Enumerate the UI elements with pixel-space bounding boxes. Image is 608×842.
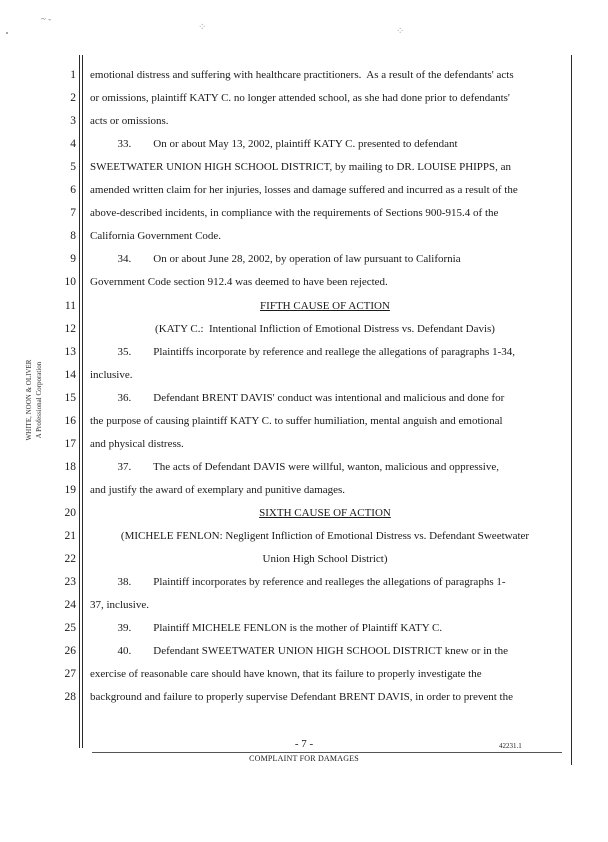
line-number: 3 bbox=[70, 115, 76, 127]
line-number: 21 bbox=[64, 530, 76, 542]
scan-mark: ~ - bbox=[41, 14, 52, 24]
line-number: 27 bbox=[64, 668, 76, 680]
body-line: amended written claim for her injuries, losses and damage suffered and incurred as a result of the bbox=[90, 184, 518, 196]
line-number: 14 bbox=[64, 369, 76, 381]
scan-speck bbox=[6, 32, 8, 34]
body-line: or omissions, plaintiff KATY C. no longer attended school, as she had done prior to defendants' bbox=[90, 92, 510, 104]
line-number: 15 bbox=[64, 392, 76, 404]
line-number: 18 bbox=[64, 461, 76, 473]
line-number: 8 bbox=[70, 230, 76, 242]
body-line: inclusive. bbox=[90, 369, 133, 381]
body-line: the purpose of causing plaintiff KATY C. to suffer humiliation, mental anguish and emotional bbox=[90, 415, 503, 427]
line-number: 26 bbox=[64, 645, 76, 657]
body-line: Union High School District) bbox=[262, 553, 388, 565]
line-number: 7 bbox=[70, 207, 76, 219]
line-number: 4 bbox=[70, 138, 76, 150]
line-number: 2 bbox=[70, 92, 76, 104]
line-number: 1 bbox=[70, 69, 76, 81]
body-line: 33. On or about May 13, 2002, plaintiff KATY C. presented to defendant bbox=[90, 138, 458, 150]
punch-hole-mark-left: ⁘ bbox=[198, 22, 207, 33]
document-code: 42231.1 bbox=[499, 742, 522, 750]
left-margin-rule-inner bbox=[82, 55, 83, 748]
punch-hole-mark-right: ⁘ bbox=[396, 26, 405, 37]
footer-title: COMPLAINT FOR DAMAGES bbox=[249, 754, 359, 763]
line-number: 20 bbox=[64, 507, 76, 519]
body-line: 34. On or about June 28, 2002, by operation of law pursuant to California bbox=[90, 253, 461, 265]
body-line: 39. Plaintiff MICHELE FENLON is the mother of Plaintiff KATY C. bbox=[90, 622, 443, 634]
line-number: 11 bbox=[64, 300, 76, 312]
body-line: 40. Defendant SWEETWATER UNION HIGH SCHOOL DISTRICT knew or in the bbox=[90, 645, 508, 657]
footer-rule bbox=[92, 752, 562, 753]
body-line: background and failure to properly supervise Defendant BRENT DAVIS, in order to prevent the bbox=[90, 691, 513, 703]
line-number: 16 bbox=[64, 415, 76, 427]
body-line: SWEETWATER UNION HIGH SCHOOL DISTRICT, by mailing to DR. LOUISE PHIPPS, an bbox=[90, 161, 512, 173]
page-number: - 7 - bbox=[294, 738, 314, 750]
body-line: California Government Code. bbox=[90, 230, 222, 242]
line-number: 19 bbox=[64, 484, 76, 496]
body-line: 38. Plaintiff incorporates by reference and realleges the allegations of paragraphs 1- bbox=[90, 576, 506, 588]
line-number: 9 bbox=[70, 253, 76, 265]
line-number: 5 bbox=[70, 161, 76, 173]
line-number: 23 bbox=[64, 576, 76, 588]
firm-name: WHITE, NOON & OLIVER bbox=[25, 359, 33, 441]
body-line: 37. The acts of Defendant DAVIS were willful, wanton, malicious and oppressive, bbox=[90, 461, 499, 473]
line-number: 12 bbox=[64, 323, 76, 335]
line-number: 28 bbox=[64, 691, 76, 703]
body-line: 37, inclusive. bbox=[90, 599, 149, 611]
line-number: 17 bbox=[64, 438, 76, 450]
body-line: 35. Plaintiffs incorporate by reference and reallege the allegations of paragraphs 1-34, bbox=[90, 346, 515, 358]
body-line: (KATY C.: Intentional Infliction of Emotional Distress vs. Defendant Davis) bbox=[155, 323, 495, 335]
firm-description: A Professional Corporation bbox=[35, 361, 43, 439]
cause-of-action-heading: FIFTH CAUSE OF ACTION bbox=[260, 300, 390, 312]
line-number: 13 bbox=[64, 346, 76, 358]
line-number: 22 bbox=[64, 553, 76, 565]
cause-of-action-heading: SIXTH CAUSE OF ACTION bbox=[259, 507, 391, 519]
body-line: exercise of reasonable care should have known, that its failure to properly investigate the bbox=[90, 668, 482, 680]
body-line: above-described incidents, in compliance with the requirements of Sections 900-915.4 of the bbox=[90, 207, 499, 219]
line-number: 25 bbox=[64, 622, 76, 634]
line-number: 10 bbox=[64, 276, 76, 288]
right-margin-rule bbox=[571, 55, 572, 765]
body-line: acts or omissions. bbox=[90, 115, 169, 127]
body-line: 36. Defendant BRENT DAVIS' conduct was intentional and malicious and done for bbox=[90, 392, 505, 404]
body-line: (MICHELE FENLON: Negligent Infliction of Emotional Distress vs. Defendant Sweetwater bbox=[120, 530, 530, 542]
body-line: and physical distress. bbox=[90, 438, 184, 450]
left-margin-rule bbox=[79, 55, 80, 748]
body-line: Government Code section 912.4 was deemed to have been rejected. bbox=[90, 276, 388, 288]
line-number: 24 bbox=[64, 599, 76, 611]
line-number: 6 bbox=[70, 184, 76, 196]
body-line: and justify the award of exemplary and punitive damages. bbox=[90, 484, 346, 496]
body-line: emotional distress and suffering with healthcare practitioners. As a result of the defendants' acts bbox=[90, 69, 514, 81]
